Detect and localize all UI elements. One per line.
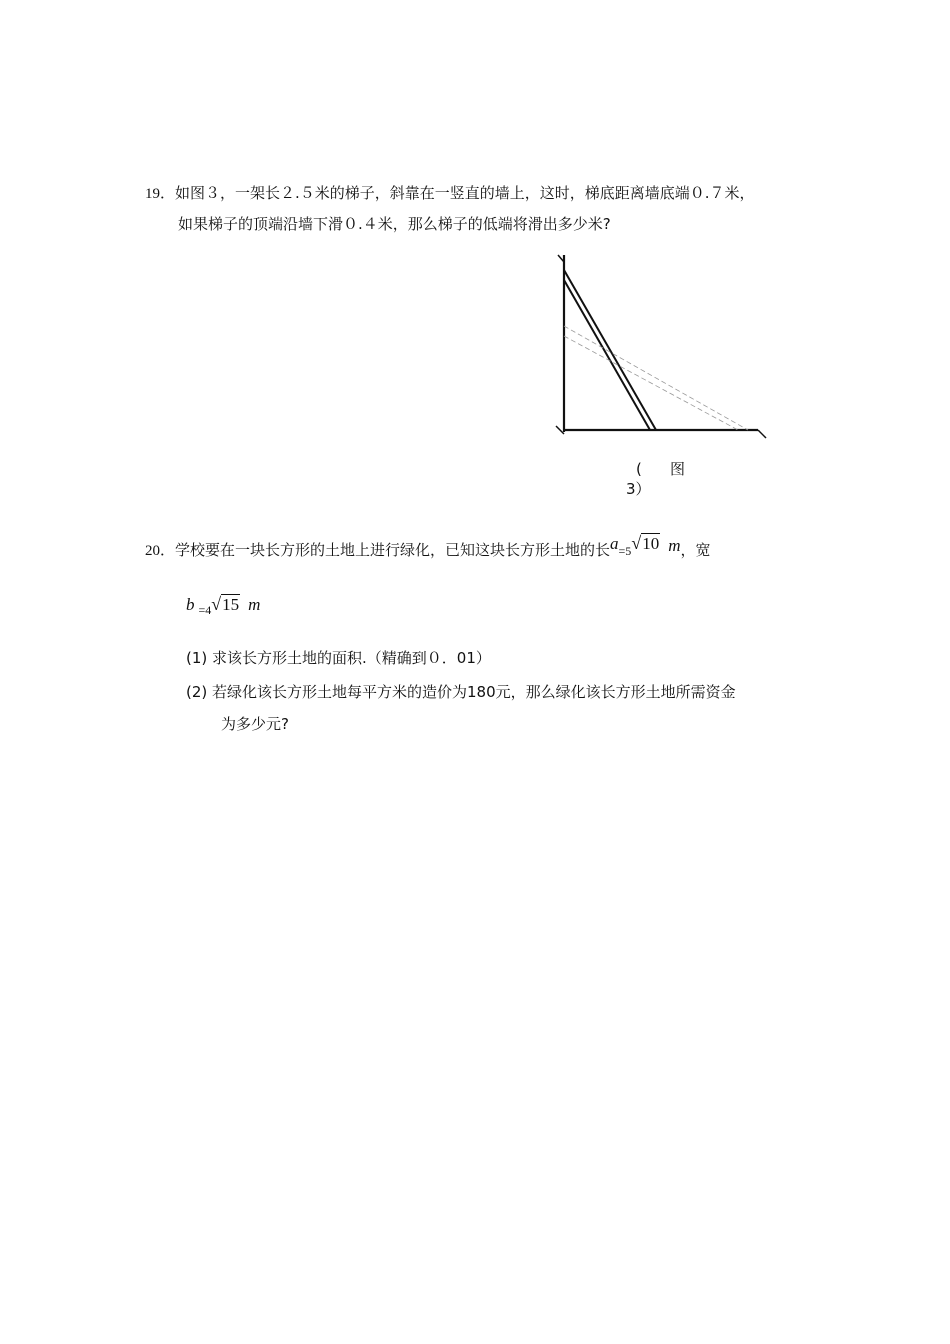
figure-caption-line2 <box>626 479 651 499</box>
ladder-rail-2 <box>564 280 650 430</box>
sqrt-sign-b: √ <box>211 594 222 614</box>
q20-text-line1: 学校要在一块长方形的土地上进行绿化，已知这块长方形土地的长 <box>175 541 611 559</box>
q20-part2-text-line1: (2) 若绿化该长方形土地每平方米的造价为180元，那么绿化该长方形土地所需资金 <box>186 683 736 701</box>
q19-number: 19． <box>145 186 176 202</box>
q20-part1-text: (1) 求该长方形土地的面积.（精确到０．01） <box>186 649 491 667</box>
ground-right-tick <box>758 430 766 438</box>
sqrt-sign-a: √ <box>631 533 642 553</box>
q19-line1 <box>145 183 755 204</box>
b-unit: m <box>248 595 261 614</box>
b-radicand: 15 <box>222 595 240 614</box>
caption-figure-number: 3） <box>626 480 651 498</box>
q19-text-line2: 如果梯子的顶端沿墙下滑０.４米，那么梯子的低端将滑出多少米? <box>178 215 611 233</box>
a-unit: m <box>668 536 681 555</box>
q20-tail: ，宽 <box>680 541 711 559</box>
var-b: b <box>186 595 195 614</box>
slid-ladder-rail-1 <box>564 326 748 430</box>
q20-b-line <box>186 592 260 618</box>
figure-caption-line1 <box>636 459 642 479</box>
q20-line1 <box>145 533 711 563</box>
q20-part1 <box>186 648 491 668</box>
ground-left-tick <box>556 426 564 434</box>
q20-part2-text-line2: 为多少元? <box>221 715 289 733</box>
var-a: a <box>610 534 619 553</box>
q20-number: 20． <box>145 543 176 559</box>
ladder-rail-1 <box>564 270 656 430</box>
a-radicand: 10 <box>642 534 660 553</box>
ladder-figure <box>550 250 775 445</box>
figure-caption-word <box>670 459 685 479</box>
b-equals: =4 <box>198 603 212 617</box>
caption-figure-word: 图 <box>670 460 686 478</box>
caption-paren: ( <box>636 460 642 478</box>
q20-part2-line2 <box>221 714 289 734</box>
slid-ladder-rail-2 <box>564 336 738 430</box>
q19-line2 <box>178 214 611 234</box>
q20-part2-line1 <box>186 682 736 702</box>
q19-text-line1: 如图３，一架长２.５米的梯子，斜靠在一竖直的墙上，这时，梯底距离墙底端０.７米， <box>175 184 755 202</box>
a-equals: =5 <box>618 544 632 558</box>
